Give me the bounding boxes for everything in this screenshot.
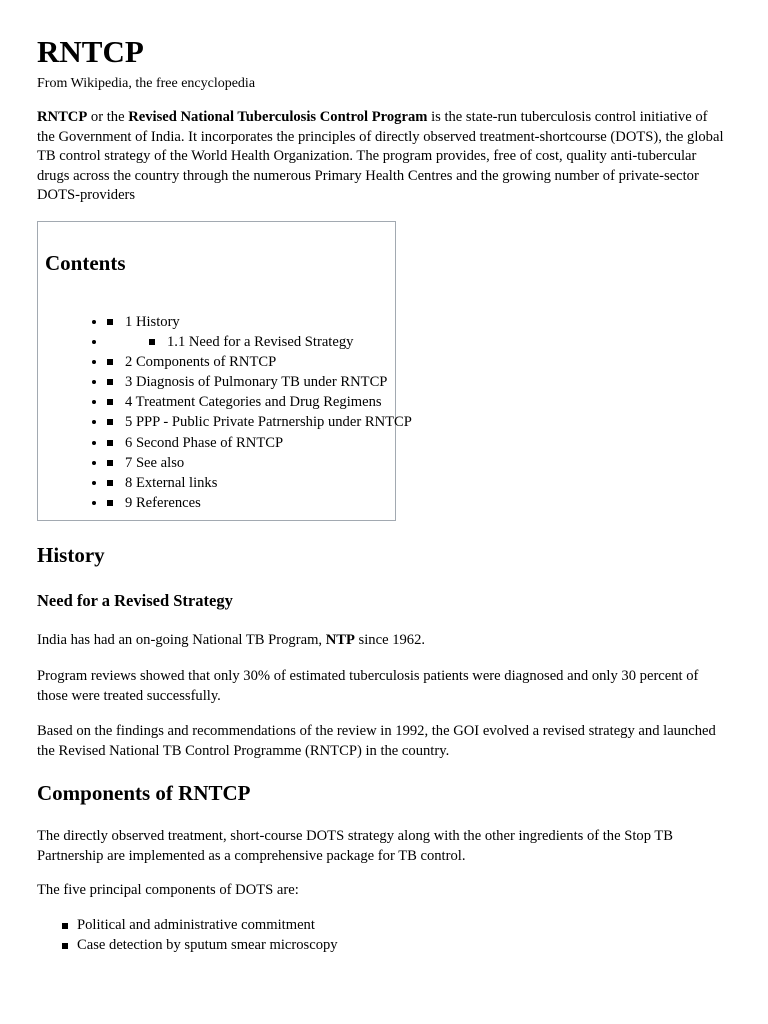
list-item-label: Case detection by sputum smear microscopy xyxy=(77,936,338,953)
dots-components-list xyxy=(62,916,338,955)
toc-item-external-links[interactable] xyxy=(107,473,412,493)
toc-item-label: 6 Second Phase of RNTCP xyxy=(125,434,284,451)
history-p1-text-2: since 1962. xyxy=(354,632,426,648)
toc-item-label: 1 History xyxy=(125,314,180,330)
bullet-icon xyxy=(107,379,113,385)
toc-item-see-also[interactable] xyxy=(107,453,412,473)
bullet-icon xyxy=(62,923,68,929)
bullet-icon xyxy=(149,339,155,345)
intro-text-1: or the xyxy=(87,109,129,125)
bullet-icon xyxy=(107,460,113,466)
section-heading-components: Components of RNTCP xyxy=(37,781,251,805)
toc-item-diagnosis[interactable] xyxy=(107,372,412,392)
toc-item-second-phase[interactable] xyxy=(107,433,412,453)
toc-item-need-for-revised-strategy[interactable] xyxy=(107,332,412,352)
history-p1-text-1: India has had an on-going National TB Program, xyxy=(37,632,326,648)
page-subtitle: From Wikipedia, the free encyclopedia xyxy=(37,76,256,91)
bullet-icon xyxy=(107,399,113,405)
toc-item-label: 9 References xyxy=(125,494,201,511)
toc-item-label: 2 Components of RNTCP xyxy=(125,354,277,371)
bullet-icon xyxy=(107,419,113,425)
intro-text-2: is the state-run tuberculosis control initiative of the Government of India. It incorporates the principles of directly observed treatment-shortcourse (DOTS), the global TB control strategy of the World Health Organization. The program provides, free of cost, quality anti-tubercular drugs across the country through the numerous Primary Health Centres and the growing number of private-sector DOTS-providers xyxy=(37,109,724,204)
toc-item-components[interactable] xyxy=(107,352,412,372)
toc-item-label: 8 External links xyxy=(125,474,218,491)
history-paragraph-3: Based on the findings and recommendations of the review in 1992, the GOI evolved a revised strategy and launched the Revised National TB Control Programme (RNTCP) in the country. xyxy=(37,723,716,759)
toc-item-label: 7 See also xyxy=(125,454,185,471)
components-paragraph-1: The directly observed treatment, short-course DOTS strategy along with the other ingredients of the Stop TB Partnership are implemented as a comprehensive package for TB control. xyxy=(37,828,674,864)
bullet-icon xyxy=(107,480,113,486)
bullet-icon xyxy=(107,440,113,446)
toc-item-ppp[interactable] xyxy=(107,412,412,432)
history-paragraph-1 xyxy=(37,631,727,651)
bullet-icon xyxy=(62,943,68,949)
components-paragraph-2: The five principal components of DOTS are: xyxy=(37,882,299,898)
history-p1-bold: NTP xyxy=(325,632,355,648)
toc-item-history[interactable] xyxy=(107,312,412,332)
bullet-icon xyxy=(107,319,113,325)
toc-item-references[interactable] xyxy=(107,493,412,513)
toc-item-label: 3 Diagnosis of Pulmonary TB under RNTCP xyxy=(125,374,388,391)
toc-list xyxy=(67,312,412,513)
toc-item-label: 5 PPP - Public Private Patrnership under RNTCP xyxy=(125,414,412,431)
history-paragraph-2: Program reviews showed that only 30% of estimated tuberculosis patients were diagnosed and only 30 percent of those were treated successfully. xyxy=(37,668,699,704)
toc-title: Contents xyxy=(45,251,126,275)
bullet-icon xyxy=(107,500,113,506)
toc-item-label: 1.1 Need for a Revised Strategy xyxy=(167,334,354,351)
toc-item-label: 4 Treatment Categories and Drug Regimens xyxy=(125,394,382,411)
intro-bold-fullname: Revised National Tuberculosis Control Program xyxy=(128,109,428,125)
list-item xyxy=(62,916,338,936)
page-title: RNTCP xyxy=(37,34,144,69)
list-item xyxy=(62,936,338,956)
intro-bold-term: RNTCP xyxy=(37,109,88,125)
bullet-icon xyxy=(107,359,113,365)
list-item-label: Political and administrative commitment xyxy=(77,917,315,933)
section-heading-history: History xyxy=(37,543,105,567)
toc-item-treatment-categories[interactable] xyxy=(107,392,412,412)
subsection-heading-need-for-revised-strategy: Need for a Revised Strategy xyxy=(37,591,233,610)
intro-paragraph xyxy=(37,108,727,206)
